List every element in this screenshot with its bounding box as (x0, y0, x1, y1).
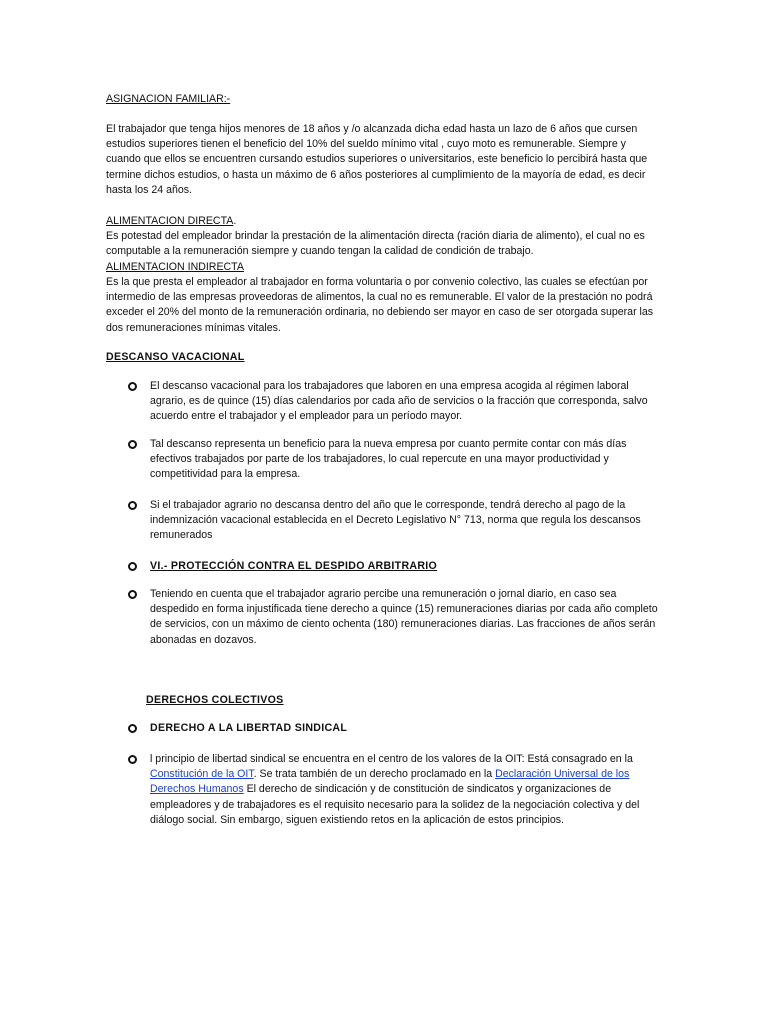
descanso-bullet-2-text: Tal descanso representa un beneficio para la nueva empresa por cuanto permite contar con más días efectivos trabajados por parte de los trabajadores, lo cual repercute en una mayor productividad y competitividad para la empresa. (150, 438, 627, 481)
descanso-bullet-3-text: Si el trabajador agrario no descansa dentro del año que le corresponde, tendrá derecho al pago de la indemnización vacacional establecida en el Decreto Legislativo N° 713, norma que regula los descansos remunerados (150, 499, 641, 542)
circle-bullet-icon (128, 755, 137, 764)
circle-bullet-icon (128, 382, 137, 391)
alimentacion-directa-heading-suffix: . (233, 215, 237, 227)
declaracion-universal-link[interactable]: Declaración Universal de los Derechos Humanos (150, 768, 630, 796)
constitucion-oit-link[interactable]: Constitución de la OIT (150, 768, 254, 781)
derechos-heading-row (106, 693, 661, 708)
descanso-bullet-1-text: El descanso vacacional para los trabajadores que laboren en una empresa acogida al régimen laboral agrario, es de quince (15) días calendarios por cada año de servicios o la fracción que corresponda, salvo acuerdo entre el trabajador y el empleador para un período mayor. (150, 380, 648, 423)
asignacion-paragraph: El trabajador que tenga hijos menores de 18 años y /o alcanzada dicha edad hasta un lazo de 6 años que cursen estudios superiores tienen el beneficio del 10% del sueldo mínimo vital , cuyo moto es remunerable. Siempre y cuando que ellos se encuentren cursando estudios superiores o universitarios, este beneficio lo percibirá hasta que termine dichos estudios, o hasta un máximo de 6 años posteriores al cumplimiento de la mayoría de edad, es decir hasta los 24 años. (106, 123, 648, 196)
alimentacion-directa-paragraph: Es potestad del empleador brindar la prestación de la alimentación directa (ración diaria de alimento), el cual no es computable a la remuneración siempre y cuando tengan la calidad de condición de trabajo. (106, 230, 645, 258)
descanso-heading: DESCANSO VACACIONAL (106, 351, 245, 363)
proteccion-heading: VI.- PROTECCIÓN CONTRA EL DESPIDO ARBITRARIO (150, 560, 438, 572)
circle-bullet-icon (128, 501, 137, 510)
proteccion-bullet-text: Teniendo en cuenta que el trabajador agrario percibe una remuneración o jornal diario, en caso sea despedido en forma injustificada tiene derecho a quince (15) remuneraciones diarias por cada año completo de servicios, con un máximo de ciento ochenta (180) remuneraciones diarias. Las fracciones de años serán abonadas en dozavos. (150, 588, 658, 646)
circle-bullet-icon (128, 562, 137, 571)
circle-bullet-icon (128, 724, 137, 733)
libertad-sindical-text (150, 752, 660, 828)
circle-bullet-icon (128, 440, 137, 449)
libertad-text-part-1: l principio de libertad sindical se encuentra en el centro de los valores de la OIT: Está consagrado en la (150, 753, 633, 765)
alimentacion-indirecta-paragraph: Es la que presta el empleador al trabajador en forma voluntaria o por convenio colectivo, las cuales se efectúan por intermedio de las empresas proveedoras de alimentos, la cual no es remunerable. El valor de la prestación no podrá exceder el 20% del monto de la remuneración ordinaria, no debiendo ser mayor en caso de ser otorgada superar las dos remuneraciones mínimas vitales. (106, 276, 654, 334)
asignacion-heading: ASIGNACION FAMILIAR:- (106, 93, 231, 105)
alimentacion-directa-heading-row (106, 214, 661, 229)
alimentacion-directa-heading: ALIMENTACION DIRECTA (106, 215, 234, 227)
libertad-text-part-3: El derecho de sindicación y de constitución de sindicatos y organizaciones de empleadores y de trabajadores es el requisito necesario para la solidez de la negociación colectiva y del diálogo social. Sin embargo, siguen existiendo retos en la aplicación de estos principios. (150, 783, 640, 826)
circle-bullet-icon (128, 590, 137, 599)
libertad-text-part-2: . Se trata también de un derecho proclamado en la (253, 768, 496, 781)
libertad-sindical-heading: DERECHO A LA LIBERTAD SINDICAL (150, 722, 348, 734)
derechos-heading: DERECHOS COLECTIVOS (146, 694, 284, 706)
alimentacion-indirecta-heading: ALIMENTACION INDIRECTA (106, 261, 244, 273)
